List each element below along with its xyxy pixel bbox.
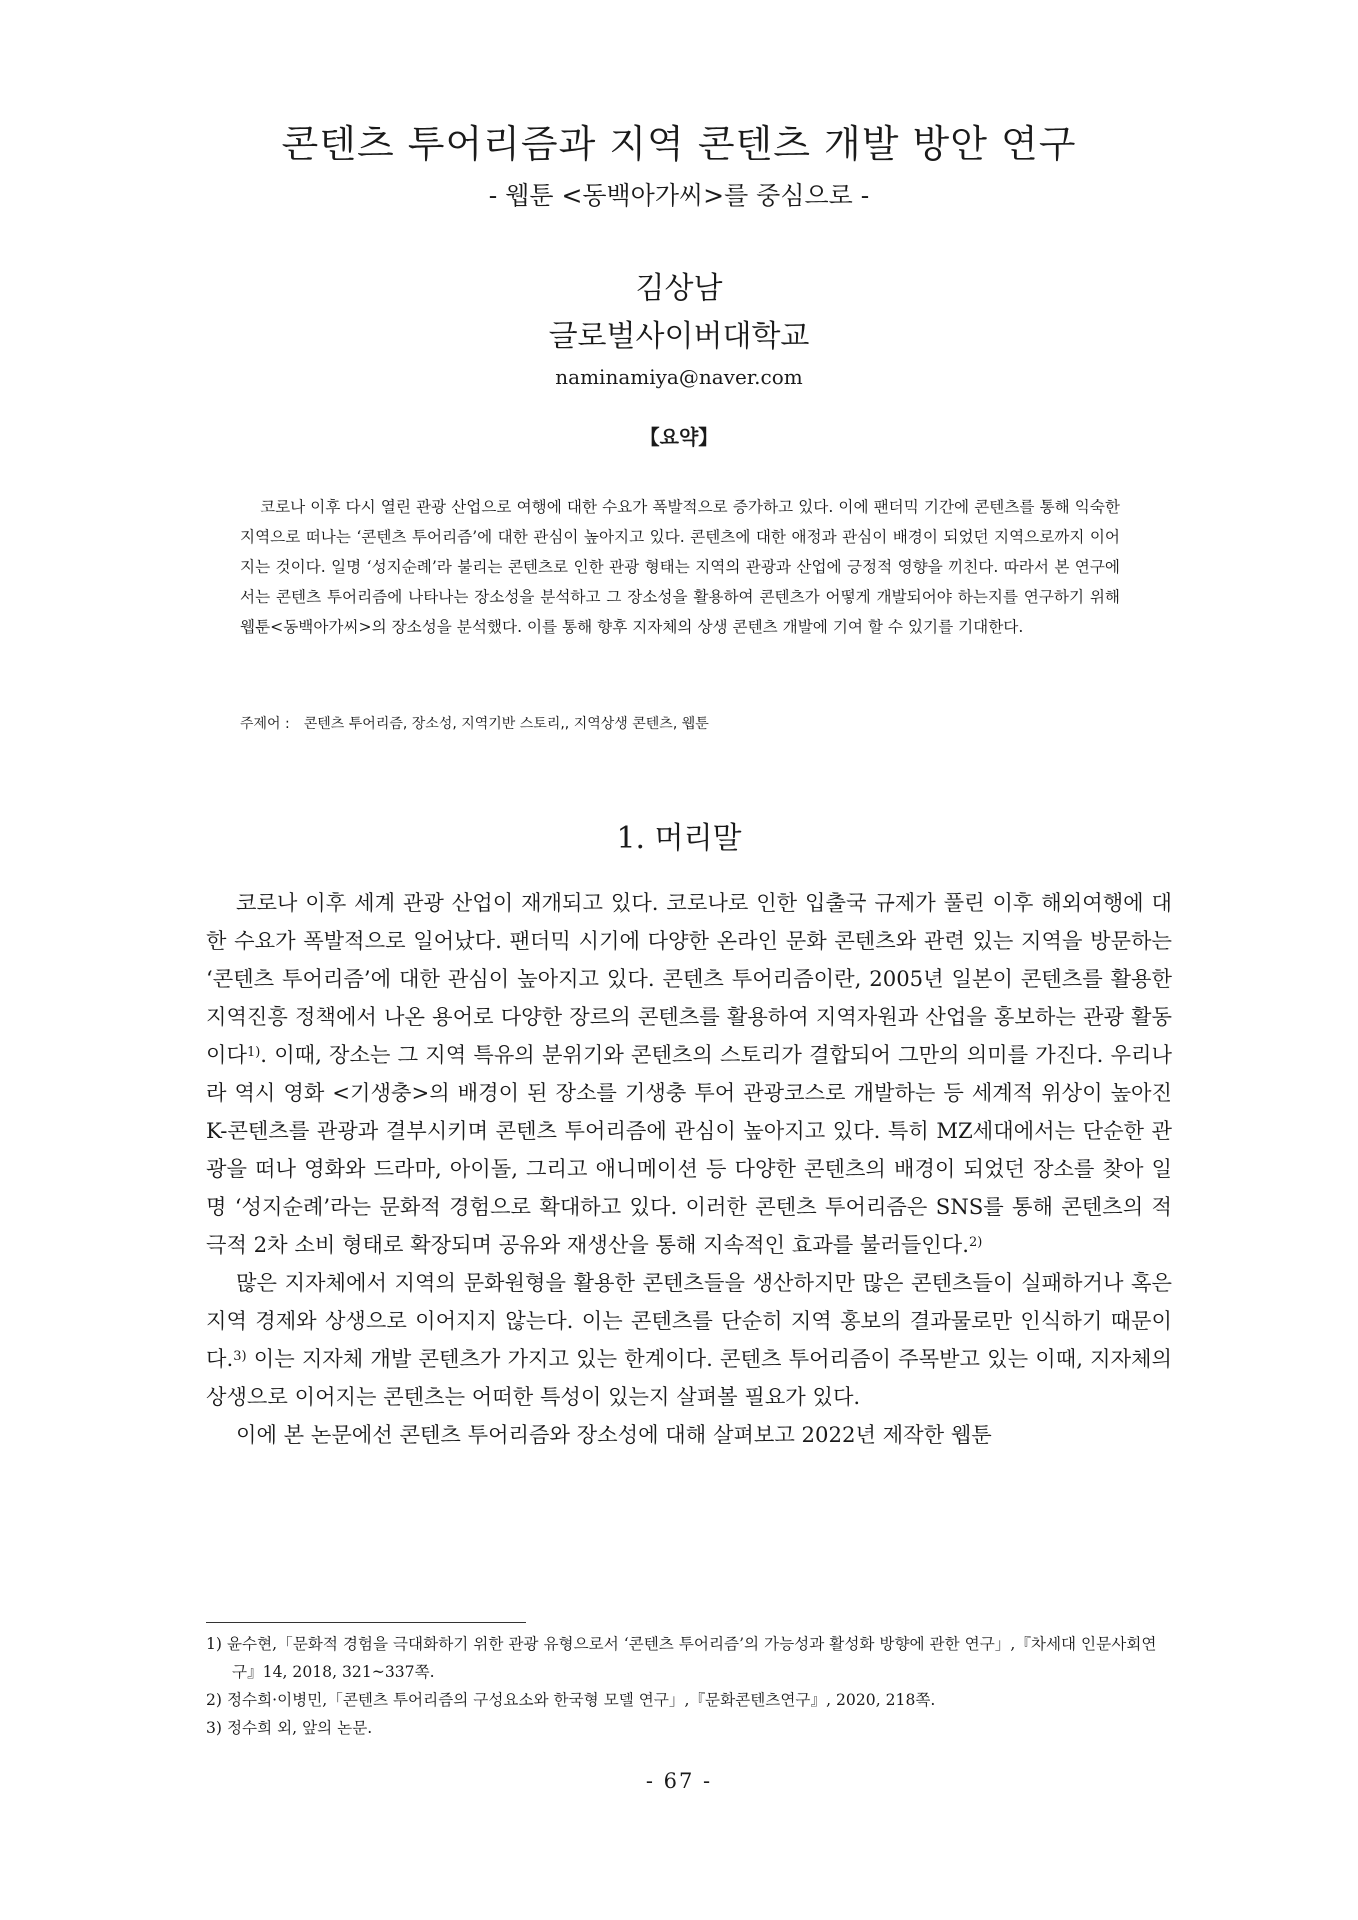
footnote-ref-2: 2) (968, 1235, 983, 1250)
paragraph-text: . 이때, 장소는 그 지역 특유의 분위기와 콘텐츠의 스토리가 결합되어 그만의 의미를 가진다. 우리나라 역시 영화 <기생충>의 배경이 된 장소를 기생충 투어 관광코스로 개발하는 등 세계적 위상이 높아진 K-콘텐츠를 관광과 결부시키며 콘텐츠 투어리즘에 관심이 높아지고 있다. 특히 MZ세대에서는 단순한 관광을 떠나 영화와 드라마, 아이돌, 그리고 애니메이션 등 다양한 콘텐츠의 배경이 되었던 장소를 찾아 일명 ‘성지순례’라는 문화적 경험으로 확대하고 있다. 이러한 콘텐츠 투어리즘은 SNS를 통해 콘텐츠의 적극적 2차 소비 형태로 확장되며 공유와 재생산을 통해 지속적인 효과를 불러들인다. (206, 1042, 1172, 1257)
section-body (206, 884, 1172, 1454)
paper-subtitle: - 웹툰 <동백아가씨>를 중심으로 - (488, 181, 870, 210)
abstract-heading: 【요약】 (639, 425, 719, 449)
footnote-ref-3: 3) (233, 1349, 247, 1364)
section-heading: 1. 머리말 (616, 821, 742, 856)
keywords-list: 콘텐츠 투어리즘, 장소성, 지역기반 스토리,, 지역상생 콘텐츠, 웹툰 (303, 716, 709, 732)
footnotes-list (206, 1630, 1172, 1742)
footnote-item: 1) 윤수현,「문화적 경험을 극대화하기 위한 관광 유형으로서 ‘콘텐츠 투어리즘’의 가능성과 활성화 방향에 관한 연구」,『차세대 인문사회연구』14, 2018, 321~337쪽. (206, 1635, 1157, 1681)
body-paragraph-1 (206, 884, 1172, 1264)
abstract-body: 코로나 이후 다시 열린 관광 산업으로 여행에 대한 수요가 폭발적으로 증가하고 있다. 이에 팬더믹 기간에 콘텐츠를 통해 익숙한 지역으로 떠나는 ‘콘텐츠 투어리즘’에 대한 관심이 높아지고 있다. 콘텐츠에 대한 애정과 관심이 배경이 되었던 지역으로까지 이어지는 것이다. 일명 ‘성지순례’라 불리는 콘텐츠로 인한 관광 형태는 지역의 관광과 산업에 긍정적 영향을 끼친다. 따라서 본 연구에서는 콘텐츠 투어리즘에 나타나는 장소성을 분석하고 그 장소성을 활용하여 콘텐츠가 어떻게 개발되어야 하는지를 연구하기 위해 웹툰<동백아가씨>의 장소성을 분석했다. 이를 통해 향후 지자체의 상생 콘텐츠 개발에 기여 할 수 있기를 기대한다. (240, 498, 1120, 636)
paragraph-text: 많은 지자체에서 지역의 문화원형을 활용한 콘텐츠들을 생산하지만 많은 콘텐츠들이 실패하거나 혹은 지역 경제와 상생으로 이어지지 않는다. 이는 콘텐츠를 단순히 지역 홍보의 결과물로만 인식하기 때문이다. (206, 1270, 1172, 1371)
paragraph-text: 코로나 이후 세계 관광 산업이 재개되고 있다. 코로나로 인한 입출국 규제가 풀린 이후 해외여행에 대한 수요가 폭발적으로 일어났다. 팬더믹 시기에 다양한 온라인 문화 콘텐츠와 관련 있는 지역을 방문하는 ‘콘텐츠 투어리즘’에 대한 관심이 높아지고 있다. 콘텐츠 투어리즘이란, 2005년 일본이 콘텐츠를 활용한 지역진흥 정책에서 나온 용어로 다양한 장르의 콘텐츠를 활용하여 지역자원과 산업을 홍보하는 관광 활동이다 (206, 890, 1172, 1067)
footnote-item: 3) 정수희 외, 앞의 논문. (206, 1719, 373, 1737)
page-number: - 67 - (645, 1769, 713, 1793)
author-affiliation: 글로벌사이버대학교 (548, 319, 810, 354)
body-paragraph-2 (206, 1264, 1172, 1416)
footnote-ref-1: 1) (246, 1045, 261, 1060)
paragraph-text: 이는 지자체 개발 콘텐츠가 가지고 있는 한계이다. 콘텐츠 투어리즘이 주목받고 있는 이때, 지자체의 상생으로 이어지는 콘텐츠는 어떠한 특성이 있는지 살펴볼 필요가 있다. (206, 1346, 1172, 1409)
paper-title: 콘텐츠 투어리즘과 지역 콘텐츠 개발 방안 연구 (281, 122, 1077, 166)
footnote-divider (206, 1622, 526, 1623)
author-email: naminamiya@naver.com (555, 365, 803, 389)
body-paragraph-3: 이에 본 논문에선 콘텐츠 투어리즘와 장소성에 대해 살펴보고 2022년 제작한 웹툰 (236, 1422, 992, 1447)
footnote-item: 2) 정수희·이병민,「콘텐츠 투어리즘의 구성요소와 한국형 모델 연구」,『문화콘텐츠연구』, 2020, 218쪽. (206, 1691, 936, 1709)
author-name: 김상남 (635, 271, 723, 306)
keywords-label: 주제어 : (240, 716, 290, 732)
keywords-line (240, 712, 1140, 736)
